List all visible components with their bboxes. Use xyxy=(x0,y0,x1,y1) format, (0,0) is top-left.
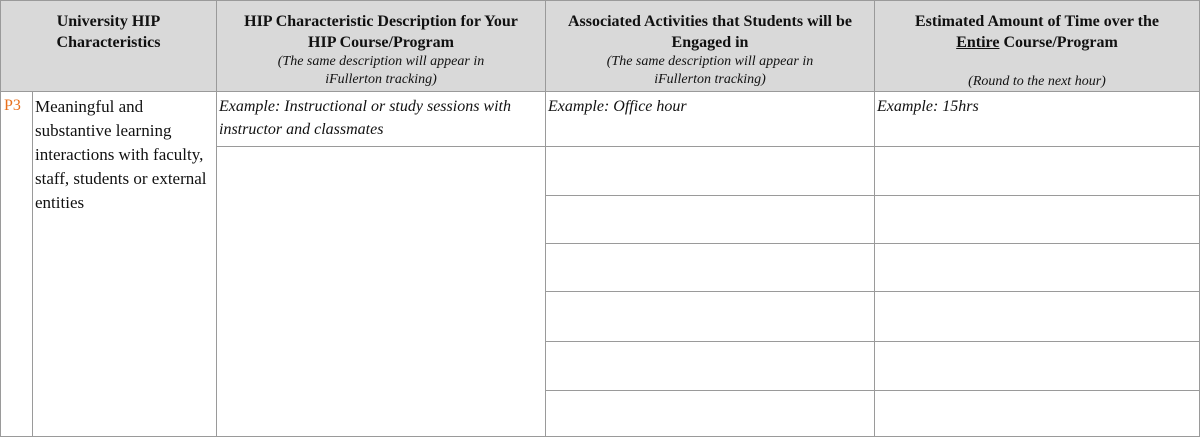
header-time-title-suffix: Course/Program xyxy=(999,34,1118,51)
row-characteristic: Meaningful and substantive learning interactions with faculty, staff, students or external entities xyxy=(33,92,217,437)
header-description-note: (The same description will appear in iFullerton tracking) xyxy=(277,54,485,87)
table-row xyxy=(1,92,1200,147)
time-example-cell[interactable]: Example: 15hrs xyxy=(875,92,1200,147)
time-input-cell[interactable] xyxy=(875,391,1200,437)
activity-input-cell[interactable] xyxy=(546,147,875,196)
header-time-note: (Round to the next hour) xyxy=(968,74,1106,89)
header-time-title xyxy=(907,11,1167,53)
header-row xyxy=(1,1,1200,92)
description-input-cell[interactable] xyxy=(217,147,546,437)
header-time xyxy=(875,1,1200,92)
activity-input-cell[interactable] xyxy=(546,292,875,342)
row-code: P3 xyxy=(1,92,33,437)
header-time-title-underlined: Entire xyxy=(956,34,1000,51)
time-input-cell[interactable] xyxy=(875,342,1200,391)
header-description-title: HIP Characteristic Description for Your HIP Course/Program xyxy=(244,13,518,51)
activity-input-cell[interactable] xyxy=(546,342,875,391)
header-activities-note: (The same description will appear in iFullerton tracking) xyxy=(606,54,814,87)
time-input-cell[interactable] xyxy=(875,147,1200,196)
header-characteristics-text: University HIP Characteristics xyxy=(56,13,161,51)
header-description xyxy=(217,1,546,92)
activity-example-cell[interactable]: Example: Office hour xyxy=(546,92,875,147)
description-example-cell[interactable]: Example: Instructional or study sessions with instructor and classmates xyxy=(217,92,546,147)
time-input-cell[interactable] xyxy=(875,196,1200,244)
activity-input-cell[interactable] xyxy=(546,196,875,244)
header-activities xyxy=(546,1,875,92)
activity-input-cell[interactable] xyxy=(546,244,875,292)
header-time-title-prefix: Estimated Amount of Time over the xyxy=(915,13,1159,30)
time-input-cell[interactable] xyxy=(875,292,1200,342)
header-characteristics xyxy=(1,1,217,92)
time-input-cell[interactable] xyxy=(875,244,1200,292)
activity-input-cell[interactable] xyxy=(546,391,875,437)
header-activities-title: Associated Activities that Students will be Engaged in xyxy=(568,13,852,51)
